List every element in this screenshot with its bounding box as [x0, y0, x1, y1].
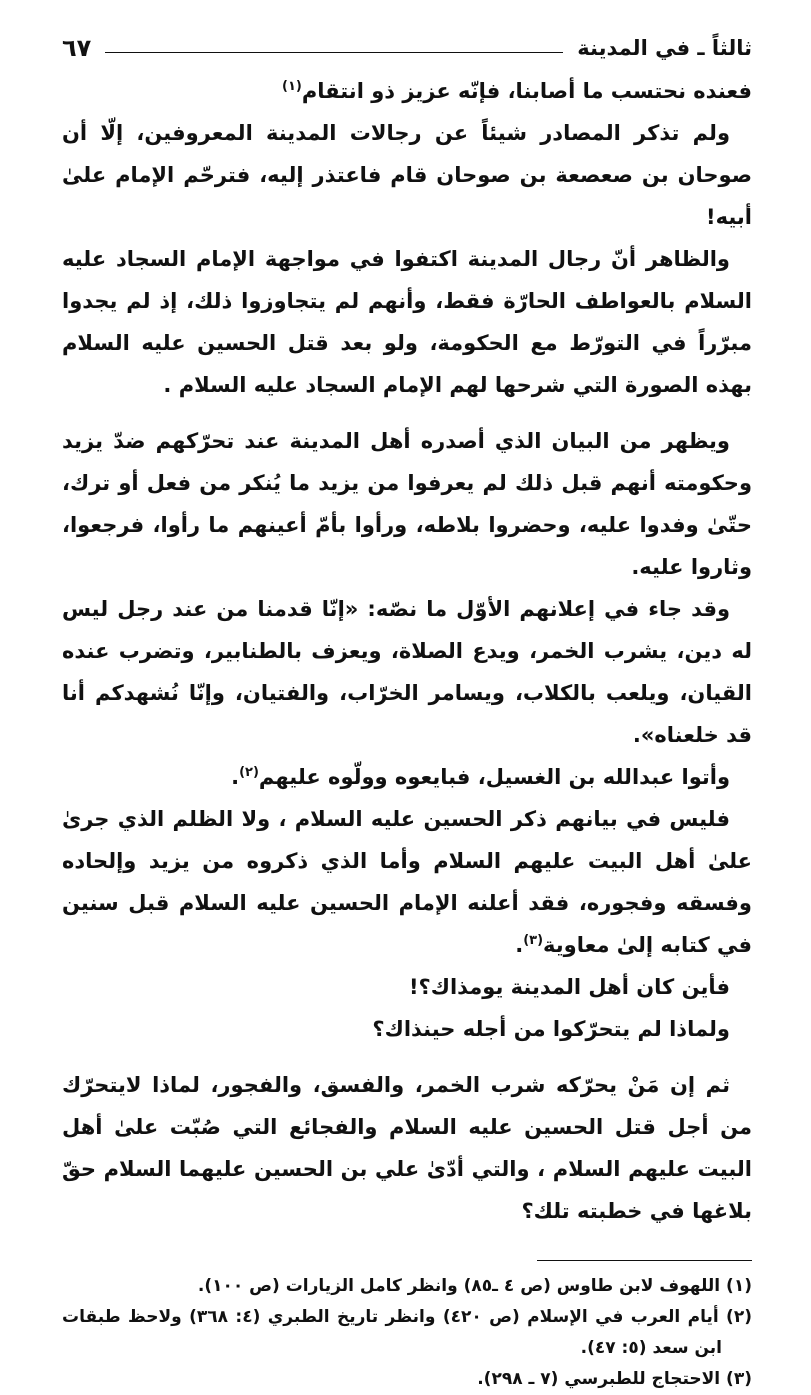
- paragraph-6: وأتوا عبدالله بن الغسيل، فبايعوه وولّوه عليهم$^{(٢)}$.: [231, 765, 730, 789]
- footnote-ref-2[interactable]: (٢): [239, 765, 259, 780]
- paragraph-2: ولم تذكر المصادر شيئاً عن رجالات المدينة المعروفين، إلّا أن صوحان بن صعصعة بن صوحان قام فاعتذر إليه، فترحّم الإمام علىٰ أبيه!: [62, 121, 752, 229]
- footnotes: [62, 1271, 752, 1395]
- footnote-separator: [537, 1260, 752, 1261]
- paragraph-3: والظاهر أنّ رجال المدينة اكتفوا في مواجهة الإمام السجاد عليه السلام بالعواطف الحارّة فقط، وأنهم لم يتجاوزوا ذلك، إذ لم يجدوا مبرّراً في التورّط مع الحكومة، ولو بعد قتل الحسين عليه السلام بهذه الصورة التي شرحها لهم الإمام السجاد عليه السلام .: [62, 247, 752, 397]
- page-number: ٦٧: [62, 34, 92, 62]
- footnote-2: (٢) أيام العرب في الإسلام (ص ٤٢٠) وانظر تاريخ الطبري (٤: ٣٦٨) ولاحظ طبقات ابن سعد (٥: ٤٧).: [62, 1307, 752, 1358]
- paragraph-1: فعنده نحتسب ما أصابنا، فإنّه عزيز ذو انتقام$^{(١)}$: [282, 79, 752, 103]
- paragraph-8: ثم إن مَنْ يحرّكه شرب الخمر، والفسق، والفجور، لماذا لايتحرّك من أجل قتل الحسين عليه السلام والفجائع التي صُبّت علىٰ أهل البيت عليهم السلام ، والتي أدّىٰ علي بن الحسين عليهما السلام حقّ بلاغها في خطبته تلك؟: [62, 1073, 752, 1223]
- paragraph-7: فليس في بيانهم ذكر الحسين عليه السلام ، ولا الظلم الذي جرىٰ علىٰ أهل البيت عليهم السلام وأما الذي ذكروه من يزيد وإلحاده وفسقه وفجوره، فقد أعلنه الإمام الحسين عليه السلام قبل سنين في كتابه إلىٰ معاوية$^{(٣)}$.: [62, 807, 752, 957]
- footnote-3: (٣) الاحتجاج للطبرسي (٧ ـ ٢٩٨).: [477, 1369, 752, 1389]
- header-rule: [105, 52, 563, 53]
- footnote-1: (١) اللهوف لابن طاوس (ص ٤ ـ٨٥) وانظر كامل الزيارات (ص ١٠٠).: [197, 1276, 752, 1296]
- footnote-ref-3[interactable]: (٣): [523, 933, 544, 948]
- question-2: ولماذا لم يتحرّكوا من أجله حينذاك؟: [372, 1017, 730, 1041]
- footnote-ref-1[interactable]: (١): [282, 79, 302, 94]
- paragraph-4: ويظهر من البيان الذي أصدره أهل المدينة عند تحرّكهم ضدّ يزيد وحكومته أنهم قبل ذلك لم يعرفوا من يزيد ما يُنكر من فعل أو ترك، حتّىٰ وفدوا عليه، وحضروا بلاطه، ورأوا بأمّ أعينهم ما رأوا، فرجعوا، وثاروا عليه.: [62, 429, 752, 579]
- main-text: [62, 70, 752, 1232]
- page-header: [62, 28, 752, 68]
- paragraph-5: وقد جاء في إعلانهم الأوّل ما نصّه: «إنّا قدمنا من عند رجل ليس له دين، يشرب الخمر، ويدع الصلاة، ويعزف بالطنابير، وتضرب عنده القيان، ويلعب بالكلاب، ويسامر الخرّاب، والفتيان، وإنّا نُشهدكم أنا قد خلعناه».: [62, 597, 752, 747]
- question-1: فأين كان أهل المدينة يومذاك؟!: [408, 975, 730, 999]
- book-page: [62, 28, 752, 1389]
- running-title: ثالثاً ـ في المدينة: [577, 36, 752, 60]
